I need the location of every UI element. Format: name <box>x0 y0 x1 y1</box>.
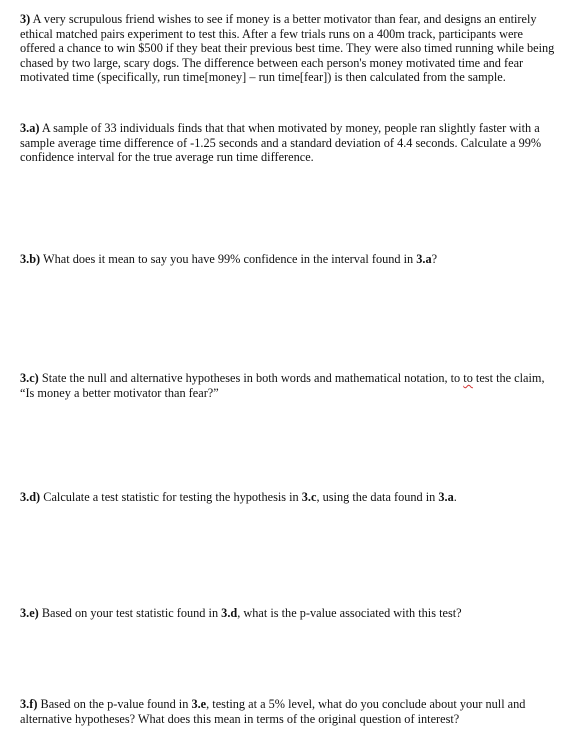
part-3e-text-pre: Based on your test statistic found in <box>41 606 222 620</box>
part-3a <box>20 121 556 165</box>
part-3d-text-mid: , using the data found in <box>316 490 439 504</box>
part-3b <box>20 252 556 267</box>
part-3c-text-pre: State the null and alternative hypotheses in both words and mathematical notation, to <box>41 371 464 385</box>
part-3f-text-pre: Based on the p-value found in <box>40 697 192 711</box>
problem-intro-text: A very scrupulous friend wishes to see if money is a better motivator than fear, and designs an entirely ethical matched pairs experiment to test this. After a few trials runs on a 400m track, participants were offered a chance to win $500 if they beat their previous best time. They were also timed running while being chased by two large, scary dogs. The difference between each person's money motivated time and fear motivated time (specifically, run time[money] – run time[fear]) is then calculated from the sample. <box>20 12 555 85</box>
part-3d-text-pre: Calculate a test statistic for testing the hypothesis in <box>43 490 302 504</box>
part-3d-ref-2: 3.a <box>438 490 454 504</box>
part-3e-ref: 3.d <box>221 606 238 620</box>
part-3b-ref: 3.a <box>416 252 432 266</box>
part-3b-text-post: ? <box>431 252 438 266</box>
part-3f-ref: 3.e <box>191 697 207 711</box>
part-3c <box>20 371 556 400</box>
part-3c-label: 3.c) <box>20 371 39 385</box>
part-3d <box>20 490 556 505</box>
problem-number: 3) <box>20 12 31 26</box>
problem-intro <box>20 12 556 85</box>
part-3f <box>20 697 556 726</box>
part-3e-label: 3.e) <box>20 606 39 620</box>
part-3f-text-post: , testing at a 5% level, what do you conclude about your null and alternative hypotheses? What does this mean in terms of the original question of interest? <box>20 697 526 726</box>
part-3f-label: 3.f) <box>20 697 38 711</box>
spellcheck-flagged-word[interactable]: to <box>463 371 473 385</box>
part-3c-text-post: test the claim, “Is money a better motivator than fear?” <box>20 371 545 400</box>
part-3b-label: 3.b) <box>20 252 41 266</box>
part-3e <box>20 606 556 621</box>
part-3b-text-pre: What does it mean to say you have 99% confidence in the interval found in <box>43 252 417 266</box>
part-3a-text: A sample of 33 individuals finds that that when motivated by money, people ran slightly faster with a sample average time difference of -1.25 seconds and a standard deviation of 4.4 seconds. Calculate a 99% confidence interval for the true average run time difference. <box>20 121 542 165</box>
part-3d-ref-1: 3.c <box>301 490 317 504</box>
part-3e-text-post: , what is the p-value associated with this test? <box>237 606 462 620</box>
part-3a-label: 3.a) <box>20 121 40 135</box>
part-3d-text-post: . <box>453 490 457 504</box>
part-3d-label: 3.d) <box>20 490 41 504</box>
